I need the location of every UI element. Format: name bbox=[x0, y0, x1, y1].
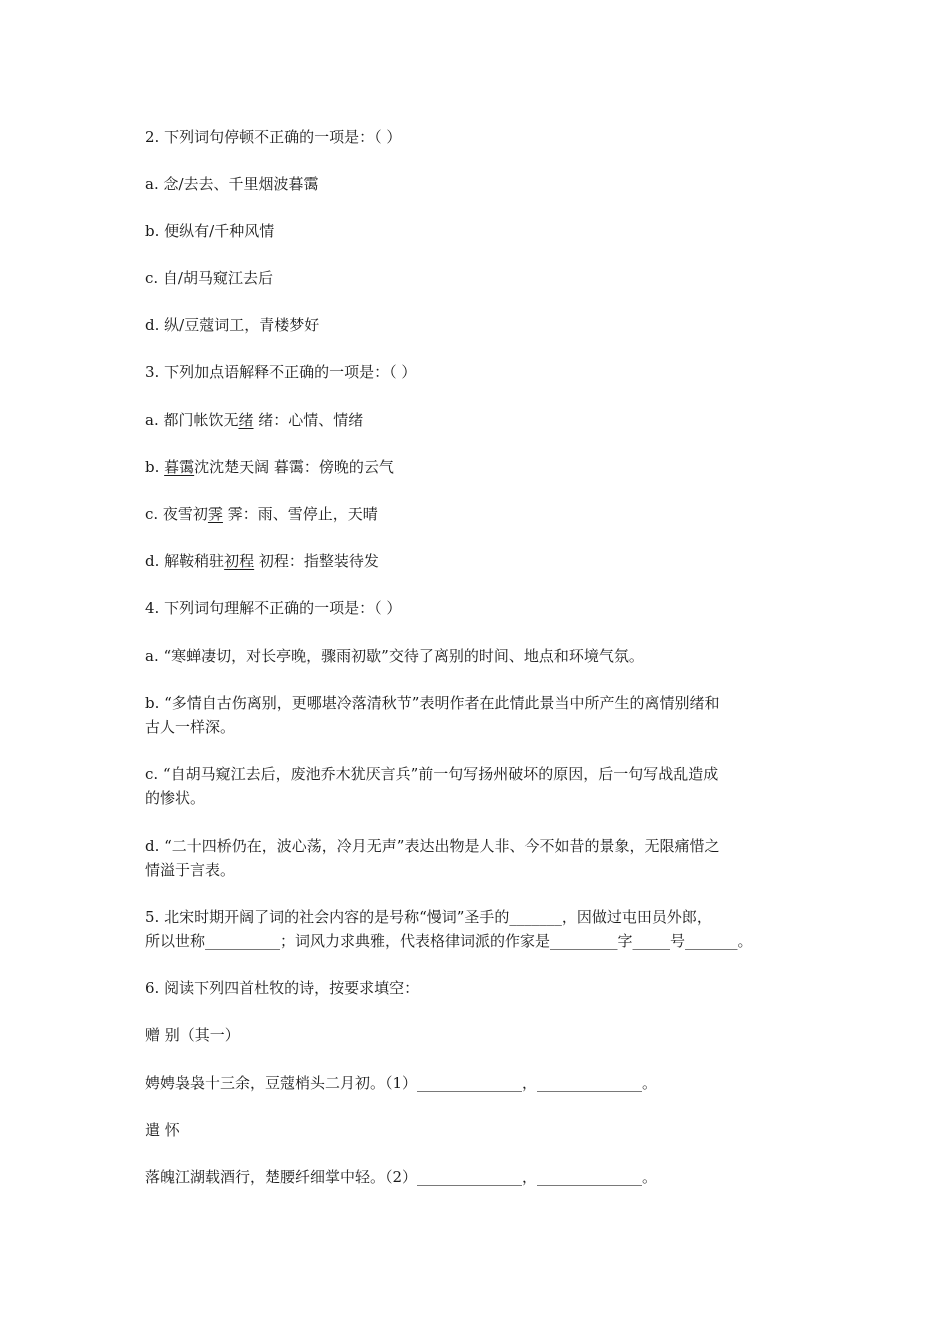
question-4-option-c-line1: c. “自胡马窥江去后，废池乔木犹厌言兵”前一句写扬州破坏的原因，后一句写战乱造成 bbox=[145, 765, 719, 783]
question-4-option-d-line2: 情溢于言表。 bbox=[145, 861, 236, 879]
question-2-option-d: d. 纵/豆蔻词工，青楼梦好 bbox=[145, 316, 320, 334]
question-2-option-a: a. 念/去去、千里烟波暮霭 bbox=[145, 175, 319, 193]
poem-1-line: 娉娉袅袅十三余，豆蔻梢头二月初。（1）______________，______________。 bbox=[145, 1074, 658, 1092]
question-5-line1: 5. 北宋时期开阔了词的社会内容的是号称“慢词”圣手的_______，因做过屯田员外郎， bbox=[145, 908, 712, 926]
question-3-option-a: a. 都门帐饮无绪 绪：心情、情绪 bbox=[145, 411, 364, 429]
question-6-stem: 6. 阅读下列四首杜牧的诗，按要求填空： bbox=[145, 979, 420, 997]
question-4-option-b-line2: 古人一样深。 bbox=[145, 718, 236, 736]
underlined-term: 暮霭 bbox=[164, 458, 195, 476]
question-4-option-a: a. “寒蝉凄切，对长亭晚，骤雨初歇”交待了离别的时间、地点和环境气氛。 bbox=[145, 647, 644, 665]
question-4-stem: 4. 下列词句理解不正确的一项是：（ ） bbox=[145, 599, 402, 617]
question-5-line2: 所以世称__________；词风力求典雅，代表格律词派的作家是_________字_____号_______。 bbox=[145, 932, 753, 950]
question-3-option-b: b. 暮霭沈沈楚天阔 暮霭：傍晚的云气 bbox=[145, 458, 394, 476]
poem-2-title: 遣 怀 bbox=[145, 1121, 180, 1139]
question-2-option-c: c. 自/胡马窥江去后 bbox=[145, 269, 273, 287]
underlined-term: 绪 bbox=[238, 411, 254, 429]
question-3-option-d: d. 解鞍稍驻初程 初程：指整装待发 bbox=[145, 552, 379, 570]
question-2-stem: 2. 下列词句停顿不正确的一项是：（ ） bbox=[145, 128, 402, 146]
underlined-term: 霁 bbox=[207, 505, 223, 523]
question-4-option-d-line1: d. “二十四桥仍在，波心荡，冷月无声”表达出物是人非、今不如昔的景象，无限痛惜之 bbox=[145, 837, 720, 855]
question-2-option-b: b. 便纵有/千种风情 bbox=[145, 222, 275, 240]
poem-2-line: 落魄江湖载酒行，楚腰纤细掌中轻。（2）______________，______________。 bbox=[145, 1168, 658, 1186]
question-3-option-c: c. 夜雪初霁 霁：雨、雪停止，天晴 bbox=[145, 505, 378, 523]
question-3-stem: 3. 下列加点语解释不正确的一项是：（ ） bbox=[145, 363, 417, 381]
poem-1-title: 赠 别（其一） bbox=[145, 1026, 240, 1044]
underlined-term: 初程 bbox=[224, 552, 255, 570]
question-4-option-b-line1: b. “多情自古伤离别，更哪堪冷落清秋节”表明作者在此情此景当中所产生的离情别绪和 bbox=[145, 694, 720, 712]
question-4-option-c-line2: 的惨状。 bbox=[145, 789, 206, 807]
